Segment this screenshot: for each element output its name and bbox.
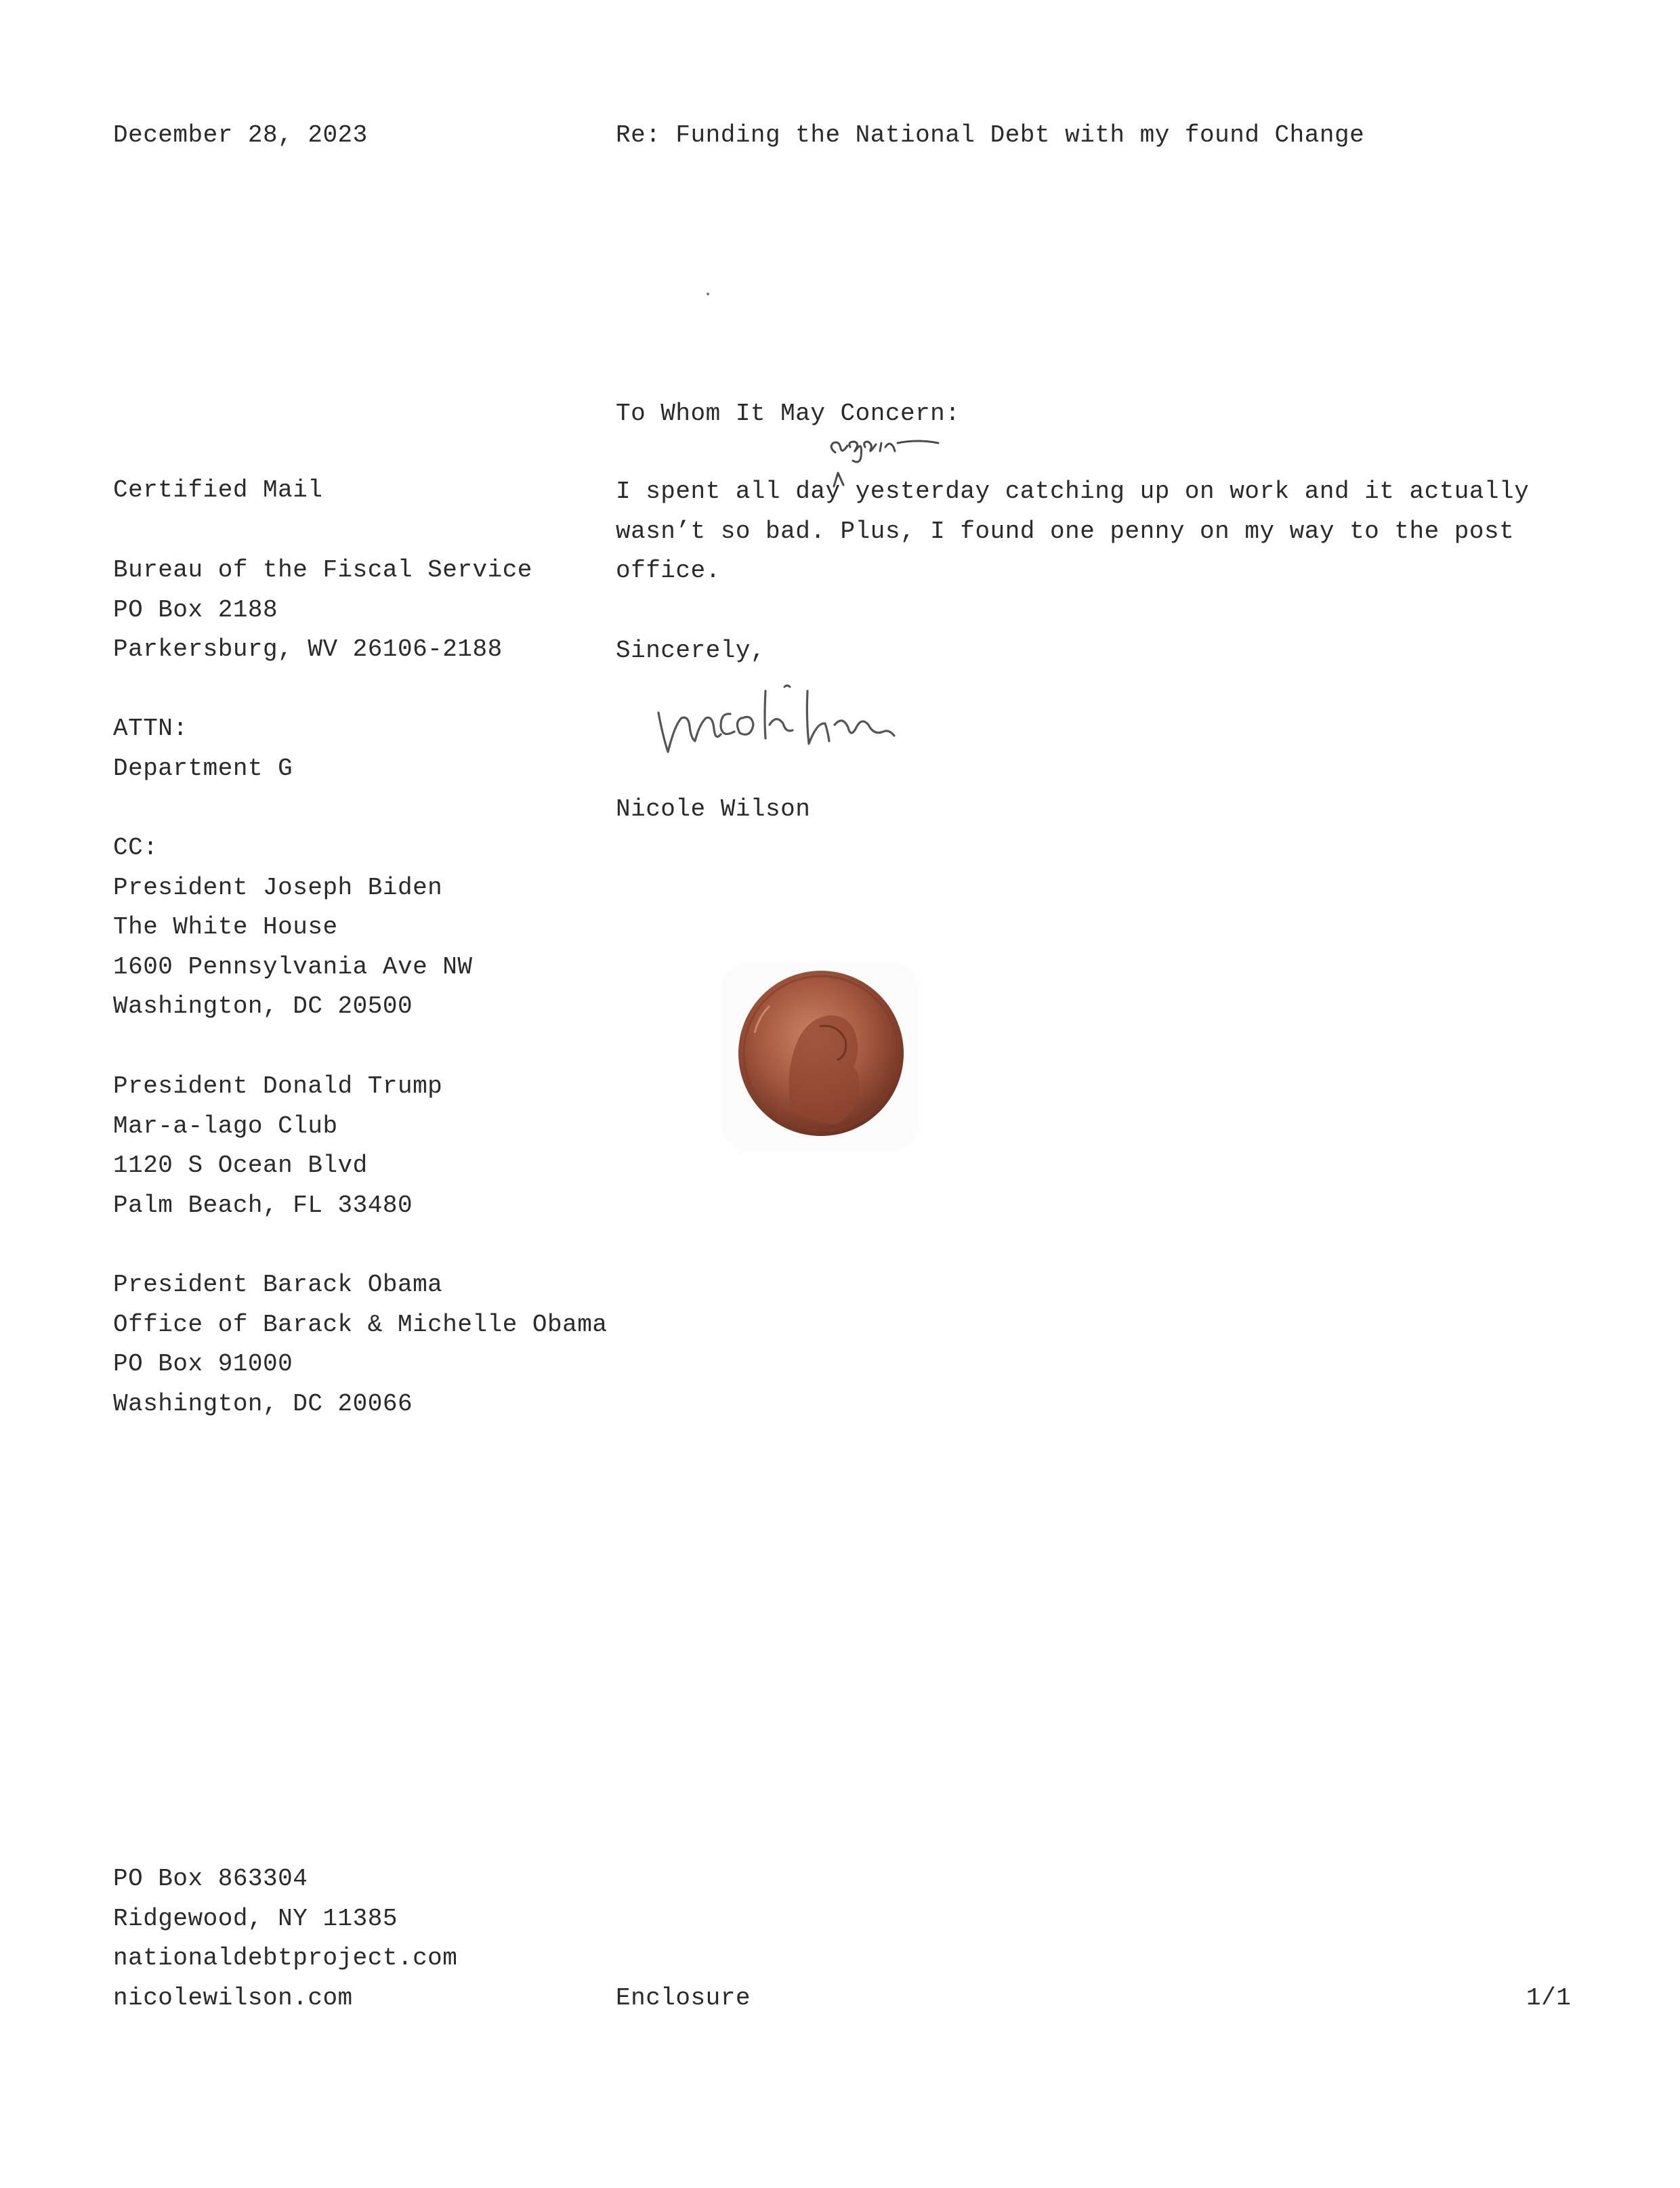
cc-recipient-obama bbox=[113, 1265, 607, 1424]
cc-recipient-trump bbox=[113, 1067, 442, 1225]
attention-value: Department G bbox=[113, 754, 293, 782]
sender-address bbox=[113, 1859, 457, 2018]
sender-line: Ridgewood, NY 11385 bbox=[113, 1904, 398, 1933]
cc-block bbox=[113, 828, 472, 1027]
delivery-method: Certified Mail bbox=[113, 476, 323, 504]
attention-block bbox=[113, 709, 293, 788]
recipient-address bbox=[113, 551, 532, 670]
body-line: wasn’t so bad. Plus, I found one penny on my way to the post bbox=[616, 517, 1515, 545]
cc-address-line: Mar-a-lago Club bbox=[113, 1112, 338, 1140]
cc-address-line: President Barack Obama bbox=[113, 1271, 443, 1299]
address-line: Bureau of the Fiscal Service bbox=[113, 556, 532, 584]
body-line: office. bbox=[616, 557, 721, 585]
signer-name: Nicole Wilson bbox=[616, 795, 811, 823]
salutation: To Whom It May Concern: bbox=[616, 400, 961, 427]
enclosure-label: Enclosure bbox=[616, 1984, 751, 2012]
closing: Sincerely, bbox=[616, 637, 766, 665]
attention-label: ATTN: bbox=[113, 715, 188, 742]
penny-coin-image bbox=[718, 959, 921, 1155]
cc-address-line: 1120 S Ocean Blvd bbox=[113, 1152, 368, 1180]
letter-body bbox=[616, 472, 1529, 591]
cc-address-line: Office of Barack & Michelle Obama bbox=[113, 1310, 608, 1339]
subject-line: Re: Funding the National Debt with my found Change bbox=[616, 121, 1365, 149]
cc-label: CC: bbox=[113, 834, 159, 862]
page-number: 1/1 bbox=[1526, 1984, 1572, 2012]
sender-line: PO Box 863304 bbox=[113, 1865, 308, 1893]
paper-speck bbox=[707, 293, 709, 295]
sender-website: nationaldebtproject.com bbox=[113, 1944, 458, 1973]
cc-address-line: Washington, DC 20500 bbox=[113, 992, 413, 1021]
address-line: PO Box 2188 bbox=[113, 595, 278, 624]
cc-address-line: President Donald Trump bbox=[113, 1072, 443, 1100]
date-line: December 28, 2023 bbox=[113, 121, 368, 149]
sender-website: nicolewilson.com bbox=[113, 1983, 353, 2012]
cc-address-line: President Joseph Biden bbox=[113, 873, 443, 902]
cc-address-line: Washington, DC 20066 bbox=[113, 1389, 413, 1418]
signature-image bbox=[650, 671, 975, 765]
body-line: I spent all day yesterday catching up on work and it actually bbox=[616, 478, 1530, 505]
cc-address-line: Palm Beach, FL 33480 bbox=[113, 1191, 413, 1219]
address-line: Parkersburg, WV 26106-2188 bbox=[113, 635, 503, 664]
cc-address-line: 1600 Pennsylvania Ave NW bbox=[113, 952, 473, 981]
cc-address-line: The White House bbox=[113, 913, 338, 942]
cc-address-line: PO Box 91000 bbox=[113, 1350, 293, 1379]
